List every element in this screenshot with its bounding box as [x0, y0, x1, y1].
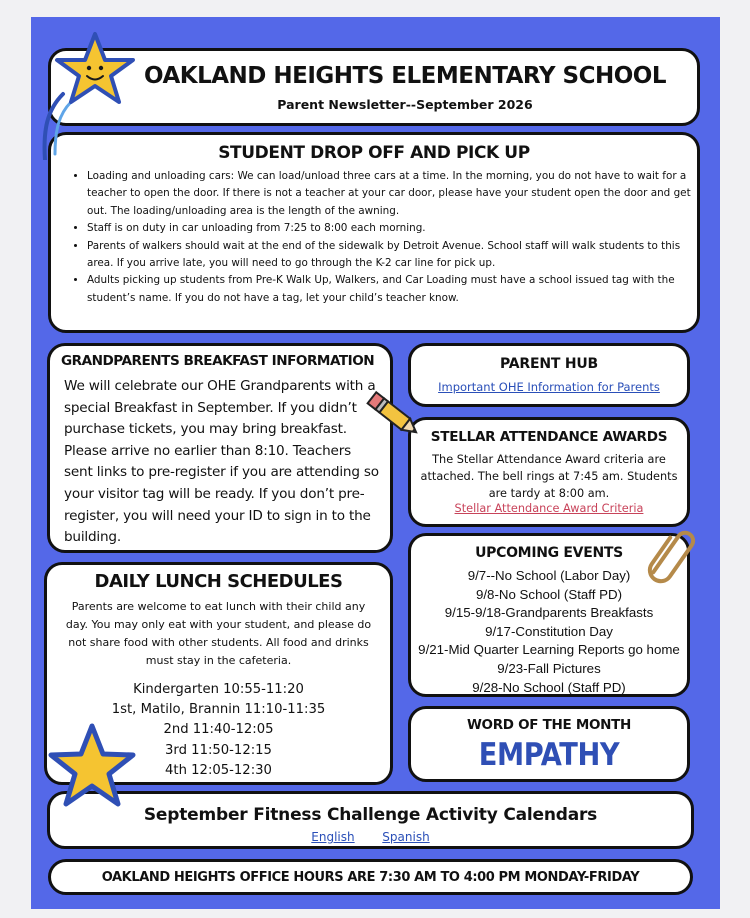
lunch-schedule-item: 3rd 11:50-12:15	[165, 742, 272, 758]
dropoff-box	[48, 132, 700, 333]
attendance-heading: STELLAR ATTENDANCE AWARDS	[430, 429, 668, 445]
fitness-links	[50, 830, 691, 844]
newsletter-page	[31, 17, 720, 909]
word-heading: WORD OF THE MONTH	[466, 717, 632, 733]
fitness-spanish-link[interactable]: Spanish	[382, 830, 430, 844]
dropoff-list	[67, 168, 705, 307]
newsletter-subtitle: Parent Newsletter--September 2026	[277, 97, 533, 112]
dropoff-item: • Loading and unloading cars: We can load/unload three cars at a time. In the morning, you do not have to wait for a teacher to open the door. If there is not a teacher at your car door, please have your student open the door and get out. The loading/unloading area is the length of the awning.	[87, 168, 705, 220]
grandparents-heading: GRANDPARENTS BREAKFAST INFORMATION	[61, 353, 375, 369]
grandparents-box	[47, 343, 393, 553]
shooting-star-icon	[33, 30, 145, 160]
lunch-heading: DAILY LUNCH SCHEDULES	[94, 571, 343, 592]
lunch-body: Parents are welcome to eat lunch with their child any day. You may only eat with your student, and please do not share food with other students. All food and drinks must stay in the cafeteria.	[65, 600, 372, 667]
dropoff-item: • Parents of walkers should wait at the end of the sidewalk by Detroit Avenue. School staff will walk students to this area. If you arrive late, you will need to go through the K-2 car line for pick up.	[87, 238, 705, 273]
page-title: OAKLAND HEIGHTS ELEMENTARY SCHOOL	[144, 63, 666, 89]
word-of-month: EMPATHY	[478, 737, 620, 773]
grandparents-body: We will celebrate our OHE Grandparents with a special Breakfast in September. If you didn’t purchase tickets, you may bring breakfast. Please arrive no earlier than 8:10. Teachers sent links to pre-register if you are attending so your visitor tag will be ready. If you don’t pre-register, you will need your ID to sign in to the building.	[64, 378, 379, 546]
dropoff-item: • Adults picking up students from Pre-K Walk Up, Walkers, and Car Loading must have a school issued tag with the student’s name. If you do not have a tag, let your child’s teacher know.	[87, 272, 705, 307]
word-box	[408, 706, 690, 782]
fitness-heading: September Fitness Challenge Activity Calendars	[143, 805, 598, 825]
event-item: 9/8-No School (Staff PD)	[475, 586, 623, 602]
attendance-criteria-link[interactable]: Stellar Attendance Award Criteria	[454, 502, 644, 515]
parent-hub-box	[408, 343, 690, 407]
lunch-schedule-item: Kindergarten 10:55-11:20	[133, 682, 304, 697]
pencil-icon	[362, 387, 426, 443]
parent-hub-link[interactable]: Important OHE Information for Parents	[438, 380, 660, 394]
event-item: 9/7--No School (Labor Day)	[467, 568, 631, 583]
office-hours-box	[48, 859, 693, 895]
parent-hub-heading: PARENT HUB	[499, 356, 599, 372]
star-icon	[47, 722, 137, 810]
attendance-box	[408, 417, 690, 527]
event-item: 9/28-No School (Staff PD)	[472, 679, 626, 695]
paperclip-icon	[644, 520, 700, 592]
event-item: 9/15-9/18-Grandparents Breakfasts	[444, 605, 654, 621]
fitness-box	[47, 791, 694, 849]
dropoff-heading: STUDENT DROP OFF AND PICK UP	[218, 143, 530, 163]
lunch-schedule-item: 2nd 11:40-12:05	[163, 722, 274, 738]
lunch-schedule-item: 1st, Matilo, Brannin 11:10-11:35	[111, 702, 326, 718]
fitness-english-link[interactable]: English	[311, 830, 355, 844]
office-hours-text: OAKLAND HEIGHTS OFFICE HOURS ARE 7:30 AM TO 4:00 PM MONDAY-FRIDAY	[101, 870, 640, 885]
event-item: 9/21-Mid Quarter Learning Reports go home	[418, 642, 680, 658]
attendance-body: The Stellar Attendance Award criteria are attached. The bell rings at 7:45 am. Students are tardy at 8:00 am.	[420, 453, 678, 500]
lunch-schedule-item: 4th 12:05-12:30	[165, 762, 272, 778]
event-item: 9/17-Constitution Day	[485, 623, 613, 639]
events-heading: UPCOMING EVENTS	[475, 545, 623, 561]
dropoff-item: • Staff is on duty in car unloading from 7:25 to 8:00 each morning.	[87, 220, 705, 237]
event-item: 9/23-Fall Pictures	[497, 660, 601, 676]
header-box	[48, 48, 700, 126]
